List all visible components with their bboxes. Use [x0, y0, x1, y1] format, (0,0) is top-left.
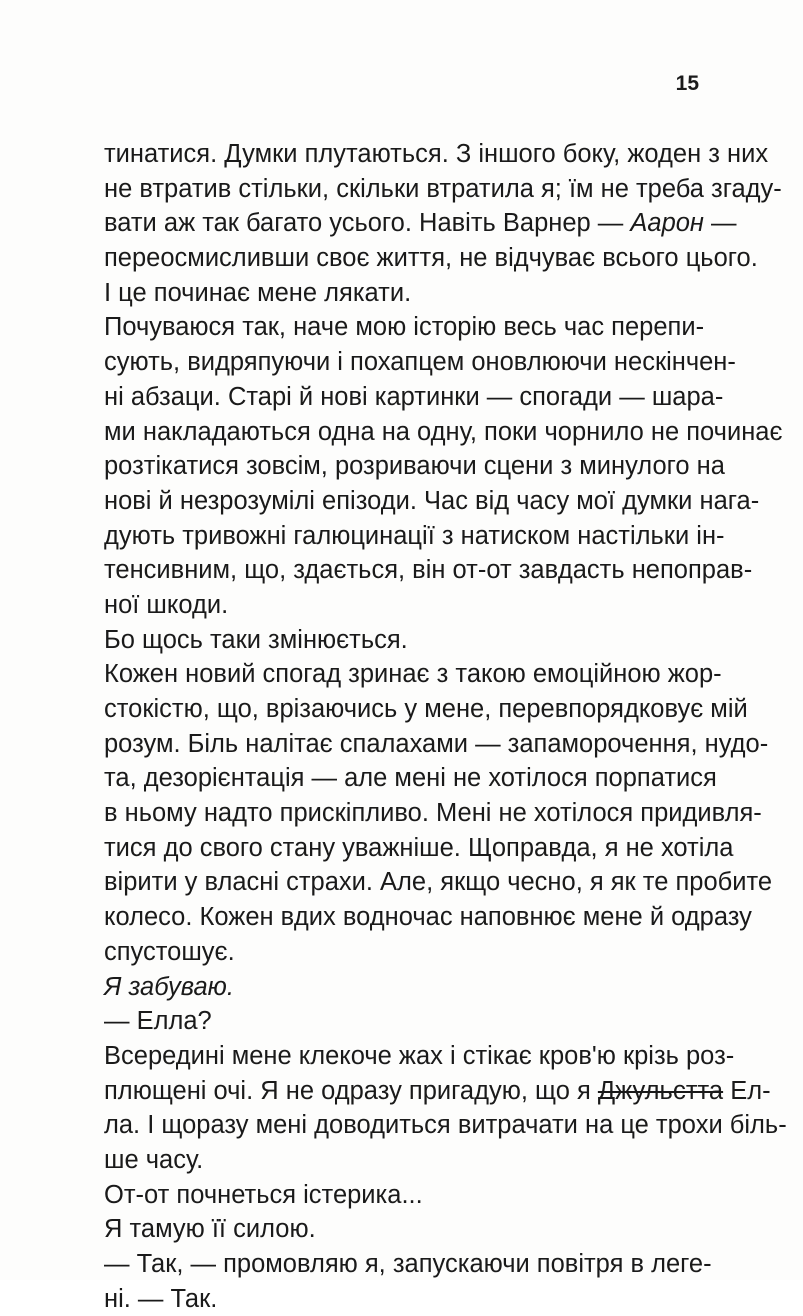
- text-line: [104, 796, 762, 831]
- text-line: [104, 1212, 702, 1247]
- text-line: [104, 935, 702, 970]
- text-segment: вірити у власні страхи. Але, якщо чесно, я як те пробите: [104, 868, 773, 897]
- text-segment: От-от почнеться істерика...: [104, 1180, 423, 1209]
- text-line: [104, 172, 782, 207]
- text-line: [104, 206, 737, 241]
- text-line: [104, 1039, 735, 1074]
- text-line: [104, 276, 702, 311]
- text-segment: тинатися. Думки плутаються. З іншого боку, жоден з них: [104, 140, 769, 168]
- text-segment: та, дезорієнтація — але мені не хотілося порпатися: [104, 764, 717, 793]
- text-segment: ні абзаци. Старі й нові картинки — спогади — шара-: [104, 382, 724, 411]
- text-segment: ні. — Так.: [104, 1284, 218, 1313]
- text-segment: плющені очі. Я не одразу пригадую, що я: [104, 1076, 598, 1105]
- text-line: [104, 727, 769, 762]
- text-segment: колесо. Кожен вдих водночас наповнює мене й одразу: [104, 903, 752, 932]
- text-segment: Почуваюся так, наче мою історію весь час перепи-: [104, 313, 705, 342]
- text-line: [104, 310, 705, 345]
- text-segment: — Елла?: [104, 1007, 212, 1036]
- text-line: [104, 831, 734, 866]
- text-line: [104, 1282, 702, 1316]
- page-number: 15: [675, 72, 699, 95]
- text-line: [104, 1074, 771, 1109]
- text-segment: в ньому надто прискіпливо. Мені не хотілося придивля-: [104, 799, 762, 828]
- text-segment: спустошує.: [104, 937, 235, 966]
- text-segment: Всередині мене клекоче жах і стікає кров'ю крізь роз-: [104, 1041, 735, 1070]
- text-line: [104, 345, 736, 380]
- text-line: [104, 241, 758, 276]
- text-segment: переосмисливши своє життя, не відчуває всього цього.: [104, 244, 758, 273]
- text-segment: Кожен новий спогад зринає з такою емоційною жор-: [104, 660, 722, 689]
- text-line: [104, 865, 773, 900]
- text-line: [104, 1004, 702, 1039]
- text-segment: нові й незрозумілі епізоди. Час від часу мої думки нага-: [104, 486, 760, 515]
- text-segment: сують, видряпуючи і похапцем оновлюючи нескінчен-: [104, 348, 736, 377]
- text-segment: тися до свого стану уважніше. Щоправда, я не хотіла: [104, 833, 734, 862]
- text-line: [104, 1178, 702, 1213]
- text-line: [104, 137, 769, 172]
- text-segment: дують тривожні галюцинації з натиском настільки ін-: [104, 521, 725, 550]
- text-line: [104, 900, 752, 935]
- text-line: [104, 553, 753, 588]
- text-line: [104, 1143, 702, 1178]
- text-segment: розум. Біль налітає спалахами — запаморочення, нудо-: [104, 729, 769, 758]
- text-line: [104, 970, 702, 1005]
- text-line: [104, 449, 725, 484]
- text-segment: ми накладаються одна на одну, поки чорнило не починає: [104, 417, 783, 446]
- text-line: [104, 519, 725, 554]
- text-segment: вати аж так багато усього. Навіть Варнер —: [104, 209, 631, 238]
- text-line: [104, 415, 783, 450]
- text-line: [104, 484, 760, 519]
- text-line: [104, 623, 702, 658]
- italic-text: Я забуваю.: [104, 972, 234, 1001]
- struck-word: Джульєтта: [597, 1076, 724, 1105]
- text-segment: стокістю, що, врізаючись у мене, перевпорядковує мій: [104, 695, 748, 723]
- text-segment: Ел-: [723, 1076, 771, 1105]
- text-segment: Я тамую її силою.: [104, 1215, 316, 1244]
- text-segment: І це починає мене лякати.: [104, 278, 412, 307]
- italic-text: Аарон: [630, 209, 704, 238]
- text-segment: не втратив стільки, скільки втратила я; їм не треба згаду-: [104, 174, 782, 203]
- text-line: [104, 657, 722, 692]
- text-segment: ше часу.: [104, 1145, 204, 1174]
- text-segment: ла. І щоразу мені доводиться витрачати на це трохи біль-: [104, 1111, 787, 1140]
- body-text: [104, 137, 787, 1316]
- text-segment: розтікатися зовсім, розриваючи сцени з минулого на: [104, 452, 725, 481]
- text-segment: тенсивним, що, здається, він от-от завдасть непоправ-: [104, 556, 753, 585]
- text-line: [104, 761, 717, 796]
- text-line: [104, 588, 702, 623]
- text-segment: — Так, — промовляю я, запускаючи повітря в леге-: [104, 1250, 712, 1278]
- text-segment: ної шкоди.: [104, 590, 229, 619]
- text-line: [104, 380, 724, 415]
- text-line: [104, 1247, 712, 1282]
- text-segment: —: [703, 209, 737, 238]
- text-line: [104, 692, 748, 727]
- text-segment: Бо щось таки змінюється.: [104, 625, 408, 654]
- text-line: [104, 1108, 787, 1143]
